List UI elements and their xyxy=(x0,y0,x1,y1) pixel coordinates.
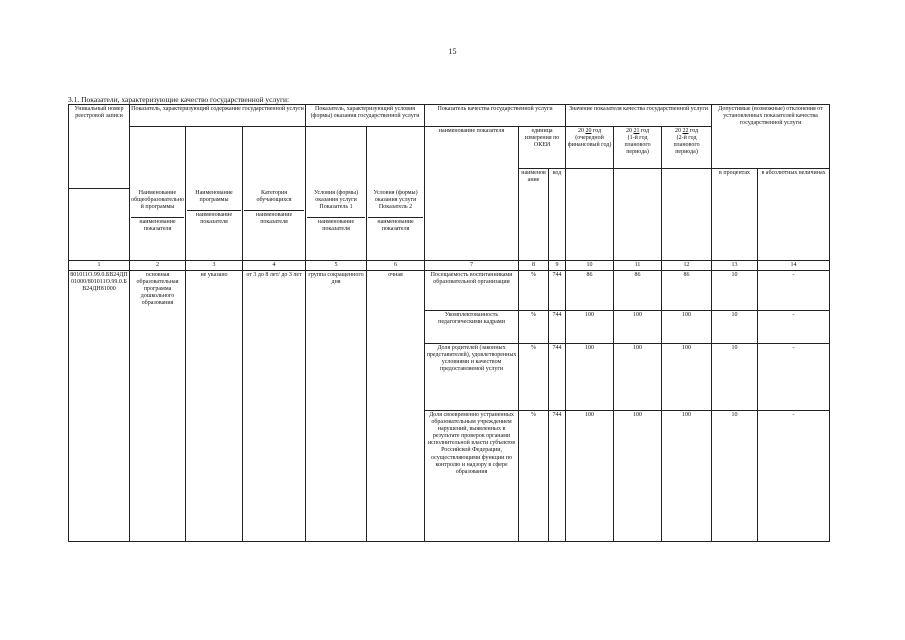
program-type: основная образовательная программа дошкольного образования xyxy=(130,271,186,542)
year1-note: (очередной финансовый год) xyxy=(567,135,612,149)
header-year2-blank xyxy=(614,169,662,261)
deviation-percent: 10 xyxy=(712,411,758,542)
col-number: 1 xyxy=(69,261,130,271)
col-number: 5 xyxy=(306,261,367,271)
unit-name: % xyxy=(519,344,549,411)
table-row xyxy=(69,271,830,311)
value-year2: 100 xyxy=(614,411,662,542)
header-c4-label: Категория обучающихся xyxy=(256,189,292,203)
header-unit-okei: единица измерения по ОКЕИ xyxy=(519,127,566,169)
deviation-absolute: - xyxy=(758,271,830,311)
header-registry: Уникальный номер реестровой записи xyxy=(69,105,130,189)
column-number-row xyxy=(69,261,830,271)
header-c2-sub: наименование показателя xyxy=(131,217,184,233)
header-c4 xyxy=(243,189,306,261)
value-year1: 100 xyxy=(566,411,614,542)
indicator-name: Укомплектованность педагогическими кадрами xyxy=(425,311,519,344)
unit-name: % xyxy=(519,411,549,542)
value-year2: 100 xyxy=(614,344,662,411)
condition-2: очная xyxy=(367,271,425,542)
header-unit-code: код xyxy=(549,169,566,261)
header-c3 xyxy=(186,189,243,261)
header-indicator-name: наименование показателя xyxy=(425,127,519,261)
deviation-percent: 10 xyxy=(712,344,758,411)
unit-name: % xyxy=(519,271,549,311)
indicator-name: Доля своевременно устраненных образовательным учреждением нарушений, выявленных в результате проверок органами исполнительной власти субъектов Российской Федерации, осуществляющими функции по контролю и надзору в сфере образования xyxy=(425,411,519,542)
col-number: 8 xyxy=(519,261,549,271)
year3-suffix: год xyxy=(689,128,699,134)
year2-suffix: год xyxy=(640,128,650,134)
header-c2-label: Наименование общеобразовательной программы xyxy=(131,189,184,210)
indicator-name: Доля родителей (законных представителей), удовлетворенных условиями и качеством предоставляемой услуги xyxy=(425,344,519,411)
value-year3: 86 xyxy=(662,271,712,311)
deviation-percent: 10 xyxy=(712,311,758,344)
col-number: 6 xyxy=(367,261,425,271)
unit-code: 744 xyxy=(549,311,566,344)
year1-suffix: год xyxy=(592,128,602,134)
header-c6-label: Условия (формы) оказания услуги Показатель 2 xyxy=(373,189,418,210)
deviation-absolute: - xyxy=(758,344,830,411)
header-c4-sub: наименование показателя xyxy=(244,210,304,226)
value-year3: 100 xyxy=(662,311,712,344)
deviation-absolute: - xyxy=(758,311,830,344)
col-number: 3 xyxy=(186,261,243,271)
unit-code: 744 xyxy=(549,411,566,542)
header-deviation-absolute: в абсолютных величинах xyxy=(758,169,830,261)
year3-prefix: 20 xyxy=(674,128,681,134)
header-row-1 xyxy=(69,105,830,127)
col-number: 4 xyxy=(243,261,306,271)
header-c3-label: Наименование программы xyxy=(195,189,233,203)
col-number: 14 xyxy=(758,261,830,271)
registry-code: 801011О.99.0.БВ24ДП01000/801011О.99.0.БВ24ДН81000 xyxy=(69,271,130,542)
year1-prefix: 20 xyxy=(577,128,584,134)
header-c5 xyxy=(306,189,367,261)
year3-note: (2-й год планового периода) xyxy=(673,135,700,156)
header-c3-top xyxy=(186,127,243,189)
header-year2 xyxy=(614,127,662,169)
header-year1-blank xyxy=(566,169,614,261)
condition-1: группа сокращенного дня xyxy=(306,271,367,542)
header-year1 xyxy=(566,127,614,169)
header-year3 xyxy=(662,127,712,169)
year2-number: 21 xyxy=(633,128,640,134)
header-c5-label: Условия (формы) оказания услуги Показатель 1 xyxy=(313,189,359,210)
header-c6 xyxy=(367,189,425,261)
header-c3-sub: наименование показателя xyxy=(187,210,241,226)
header-registry-cont xyxy=(69,189,130,261)
indicator-name: Посещаемость воспитанниками образовательной организации xyxy=(425,271,519,311)
value-year1: 100 xyxy=(566,311,614,344)
header-deviation-percent: в процентах xyxy=(712,169,758,261)
header-unit-name: наименование xyxy=(519,169,549,261)
year3-number: 22 xyxy=(682,128,689,134)
col-number: 7 xyxy=(425,261,519,271)
deviation-percent: 10 xyxy=(712,271,758,311)
deviation-absolute: - xyxy=(758,411,830,542)
header-year3-blank xyxy=(662,169,712,261)
unit-code: 744 xyxy=(549,271,566,311)
col-number: 2 xyxy=(130,261,186,271)
header-c2 xyxy=(130,189,186,261)
col-number: 10 xyxy=(566,261,614,271)
value-year1: 86 xyxy=(566,271,614,311)
student-category: от 3 до 8 лет/ до 3 лет xyxy=(243,271,306,542)
col-number: 12 xyxy=(662,261,712,271)
value-year3: 100 xyxy=(662,344,712,411)
col-number: 13 xyxy=(712,261,758,271)
unit-code: 744 xyxy=(549,344,566,411)
program-name: не указано xyxy=(186,271,243,542)
header-c5-top xyxy=(306,127,367,189)
section-caption: 3.1. Показатели, характеризующие качество государственной услуги: xyxy=(68,95,290,104)
header-deviation-group: Допустимые (возможные) отклонения от установленных показателей качества государственной услуги xyxy=(712,105,830,169)
header-values-group: Значение показателя качества государственной услуги xyxy=(566,105,712,127)
year1-number: 20 xyxy=(585,128,592,134)
header-quality-group: Показатель качества государственной услуги xyxy=(425,105,566,127)
value-year1: 100 xyxy=(566,344,614,411)
col-number: 11 xyxy=(614,261,662,271)
header-c4-top xyxy=(243,127,306,189)
header-c2-top xyxy=(130,127,186,189)
header-conditions-group: Показатель, характеризующий условия (формы) оказания государственной услуги xyxy=(306,105,425,127)
page-number: 15 xyxy=(448,47,457,56)
year2-note: (1-й год планового периода) xyxy=(624,135,651,156)
header-c5-sub: наименование показателя xyxy=(307,217,365,233)
unit-name: % xyxy=(519,311,549,344)
header-c6-top xyxy=(367,127,425,189)
value-year3: 100 xyxy=(662,411,712,542)
header-content-group: Показатель, характеризующий содержание государственной услуги xyxy=(130,105,306,127)
year2-prefix: 20 xyxy=(625,128,632,134)
value-year2: 86 xyxy=(614,271,662,311)
col-number: 9 xyxy=(549,261,566,271)
header-c6-sub: наименование показателя xyxy=(368,217,423,233)
quality-indicators-table xyxy=(68,104,830,542)
value-year2: 100 xyxy=(614,311,662,344)
